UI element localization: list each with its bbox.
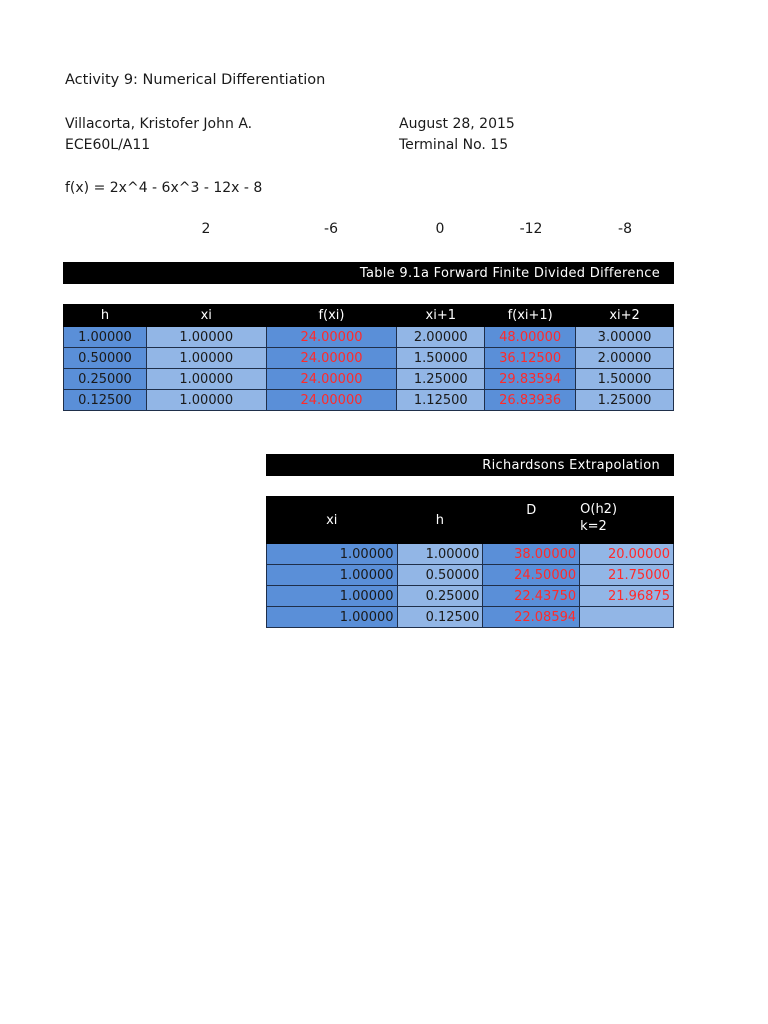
cell-xi: 1.00000 [267, 607, 398, 628]
cell-fxi: 24.00000 [266, 369, 397, 390]
cell-xi: 1.00000 [267, 586, 398, 607]
cell-h: 0.12500 [64, 390, 147, 411]
cell-fxi: 24.00000 [266, 348, 397, 369]
date: August 28, 2015 [399, 116, 515, 132]
cell-fxi: 24.00000 [266, 390, 397, 411]
cell-xi: 1.00000 [267, 565, 398, 586]
cell-xi: 1.00000 [146, 348, 266, 369]
cell-order [580, 607, 674, 628]
cell-h: 0.50000 [64, 348, 147, 369]
table-header-row [64, 305, 674, 327]
cell-xi: 1.00000 [146, 327, 266, 348]
cell-fxi1: 29.83594 [485, 369, 576, 390]
table-row [267, 586, 674, 607]
cell-xi1: 1.25000 [397, 369, 485, 390]
cell-h: 1.00000 [397, 544, 483, 565]
table-row [64, 390, 674, 411]
column-header-d: D [483, 497, 580, 544]
cell-fxi1: 36.12500 [485, 348, 576, 369]
column-header-xi: xi [267, 497, 398, 544]
section-code: ECE60L/A11 [65, 137, 151, 153]
column-header-order [580, 497, 674, 544]
cell-xi: 1.00000 [267, 544, 398, 565]
column-header-xi1: xi+1 [397, 305, 485, 327]
cell-h: 0.25000 [64, 369, 147, 390]
table-row [267, 607, 674, 628]
table-row [267, 565, 674, 586]
cell-order: 20.00000 [580, 544, 674, 565]
cell-order: 21.96875 [580, 586, 674, 607]
cell-xi1: 2.00000 [397, 327, 485, 348]
document-title: Activity 9: Numerical Differentiation [65, 72, 326, 88]
cell-h: 0.12500 [397, 607, 483, 628]
cell-d: 22.08594 [483, 607, 580, 628]
table1-title: Table 9.1a Forward Finite Divided Difference [359, 265, 660, 281]
column-header-fxi1: f(xi+1) [485, 305, 576, 327]
coefficient-1: 2 [201, 221, 211, 237]
cell-h: 0.25000 [397, 586, 483, 607]
cell-xi1: 1.12500 [397, 390, 485, 411]
cell-xi1: 1.50000 [397, 348, 485, 369]
table1-title-banner [63, 262, 674, 284]
coefficient-4: -12 [519, 221, 543, 237]
cell-xi2: 1.25000 [576, 390, 674, 411]
table-row [64, 348, 674, 369]
column-header-xi: xi [146, 305, 266, 327]
cell-fxi: 24.00000 [266, 327, 397, 348]
column-header-xi2: xi+2 [576, 305, 674, 327]
column-header-h: h [64, 305, 147, 327]
cell-xi: 1.00000 [146, 369, 266, 390]
richardson-extrapolation-table [266, 496, 674, 628]
cell-h: 1.00000 [64, 327, 147, 348]
author-name: Villacorta, Kristofer John A. [65, 116, 253, 132]
table-row [64, 327, 674, 348]
cell-xi2: 2.00000 [576, 348, 674, 369]
table-row [64, 369, 674, 390]
coefficient-5: -8 [618, 221, 632, 237]
order-label: O(h2) [580, 502, 618, 517]
function-definition: f(x) = 2x^4 - 6x^3 - 12x - 8 [65, 180, 263, 196]
cell-d: 24.50000 [483, 565, 580, 586]
k-label: k=2 [580, 519, 607, 534]
coefficient-2: -6 [324, 221, 338, 237]
cell-fxi1: 48.00000 [485, 327, 576, 348]
table-row [267, 544, 674, 565]
cell-d: 38.00000 [483, 544, 580, 565]
forward-difference-table [63, 304, 674, 411]
cell-fxi1: 26.83936 [485, 390, 576, 411]
coefficient-3: 0 [435, 221, 445, 237]
cell-xi2: 1.50000 [576, 369, 674, 390]
table2-title-banner [266, 454, 674, 476]
cell-xi2: 3.00000 [576, 327, 674, 348]
table-header-row [267, 497, 674, 544]
cell-d: 22.43750 [483, 586, 580, 607]
column-header-h: h [397, 497, 483, 544]
cell-xi: 1.00000 [146, 390, 266, 411]
column-header-fxi: f(xi) [266, 305, 397, 327]
cell-order: 21.75000 [580, 565, 674, 586]
cell-h: 0.50000 [397, 565, 483, 586]
terminal-number: Terminal No. 15 [399, 137, 509, 153]
table2-title: Richardsons Extrapolation [482, 457, 660, 473]
